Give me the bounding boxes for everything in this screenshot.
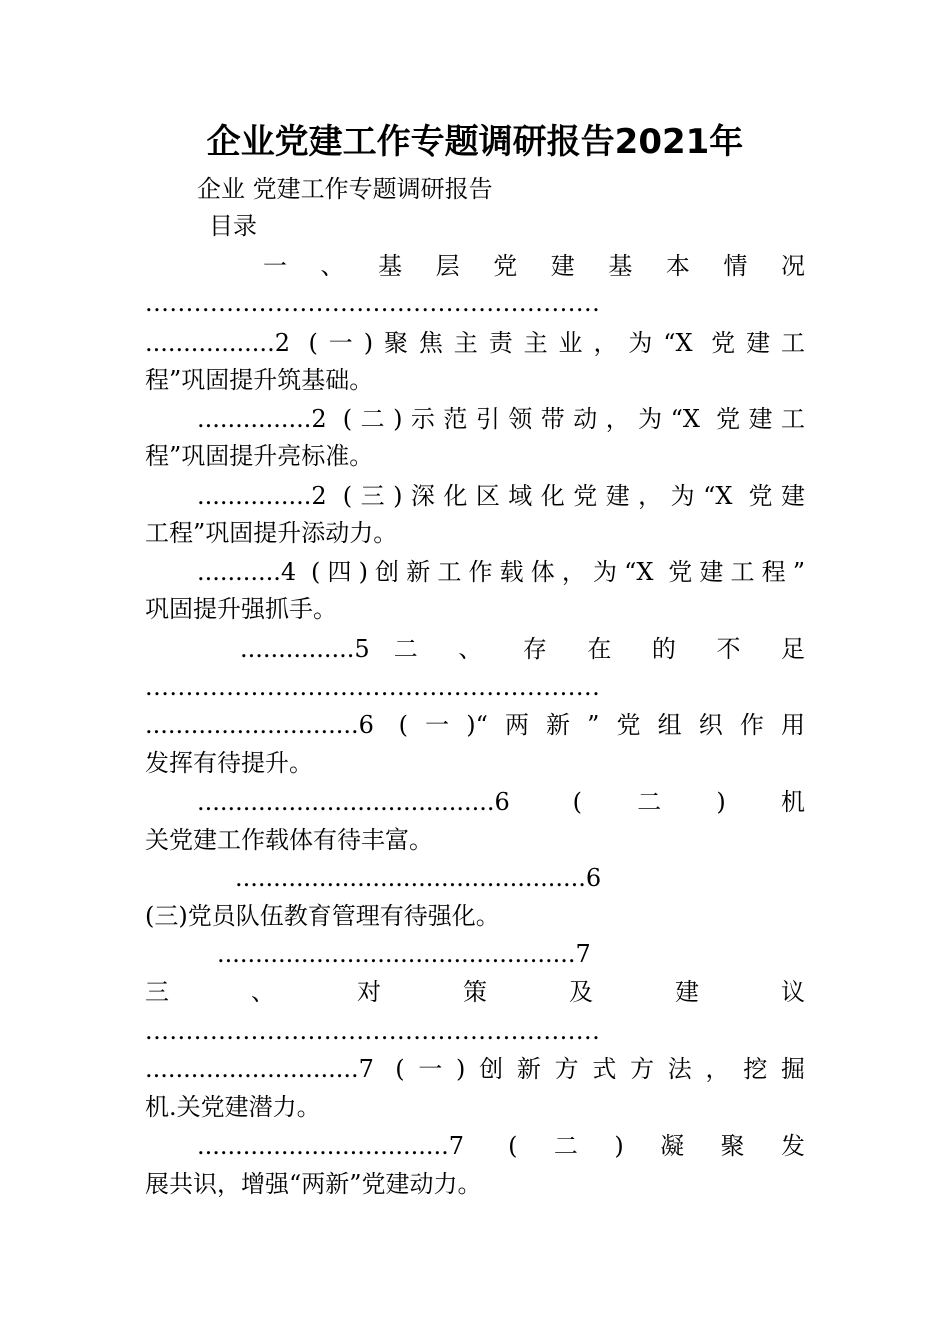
toc-entry-2-1-cont: 发挥有待提升。 <box>145 749 313 777</box>
toc-entry-1-1: .................2 (一)聚焦主责主业，为“X 党建工 <box>145 329 805 357</box>
toc-heading-1-text: 一 、 基 层 党 建 基 本 情 况 <box>263 252 805 280</box>
toc-entry-3-1-cont: 机.关党建潜力。 <box>145 1093 321 1121</box>
toc-entry-1-3-cont: 工程”巩固提升添动力。 <box>145 519 398 547</box>
toc-entry-1-4: ...........4 (四)创新工作载体，为“X 党建工程” <box>197 558 805 586</box>
toc-label: 目录 <box>209 212 257 240</box>
toc-entry-2-2-cont: 关党建工作载体有待丰富。 <box>145 826 433 854</box>
toc-leader-dots: ........................................................ <box>145 289 601 317</box>
toc-entry-2-3: (三)党员队伍教育管理有待强化。 <box>145 902 500 930</box>
toc-entry-1-1-cont: 程”巩固提升筑基础。 <box>145 366 374 394</box>
document-title: 企业党建工作专题调研报告2021年 <box>206 122 744 162</box>
toc-heading-3: 三 、 对 策 及 建 议 <box>145 978 805 1006</box>
toc-entry-2-3-page: ...............................................7 <box>217 940 591 968</box>
toc-heading-2: ...............5 二 、 存 在 的 不 足 <box>240 635 805 663</box>
toc-entry-2-2: .......................................6 (二)机 <box>197 788 805 816</box>
toc-entry-3-2: .................................7 (二)凝聚发 <box>197 1132 805 1160</box>
toc-entry-1-4-cont: 巩固提升强抓手。 <box>145 595 337 623</box>
toc-entry-2-1: ............................6 (一)“两新”党组织作用 <box>145 711 805 739</box>
toc-leader-dots: ........................................................ <box>145 1017 601 1045</box>
toc-entry-1-2-cont: 程”巩固提升亮标准。 <box>145 442 374 470</box>
toc-entry-2-2-page: ..............................................6 <box>235 864 602 892</box>
document-subtitle: 企业 党建工作专题调研报告 <box>197 175 493 203</box>
toc-entry-3-1: ............................7 (一)创新方式方法，挖掘 <box>145 1055 805 1083</box>
toc-entry-3-2-cont: 展共识，增强“两新”党建动力。 <box>145 1170 482 1198</box>
toc-leader-dots: ........................................................ <box>145 673 601 701</box>
toc-entry-1-2: ...............2 (二)示范引领带动，为“X 党建工 <box>197 405 805 433</box>
toc-entry-1-3: ...............2 (三)深化区域化党建，为“X 党建 <box>197 482 805 510</box>
toc-heading-1 <box>263 247 805 285</box>
